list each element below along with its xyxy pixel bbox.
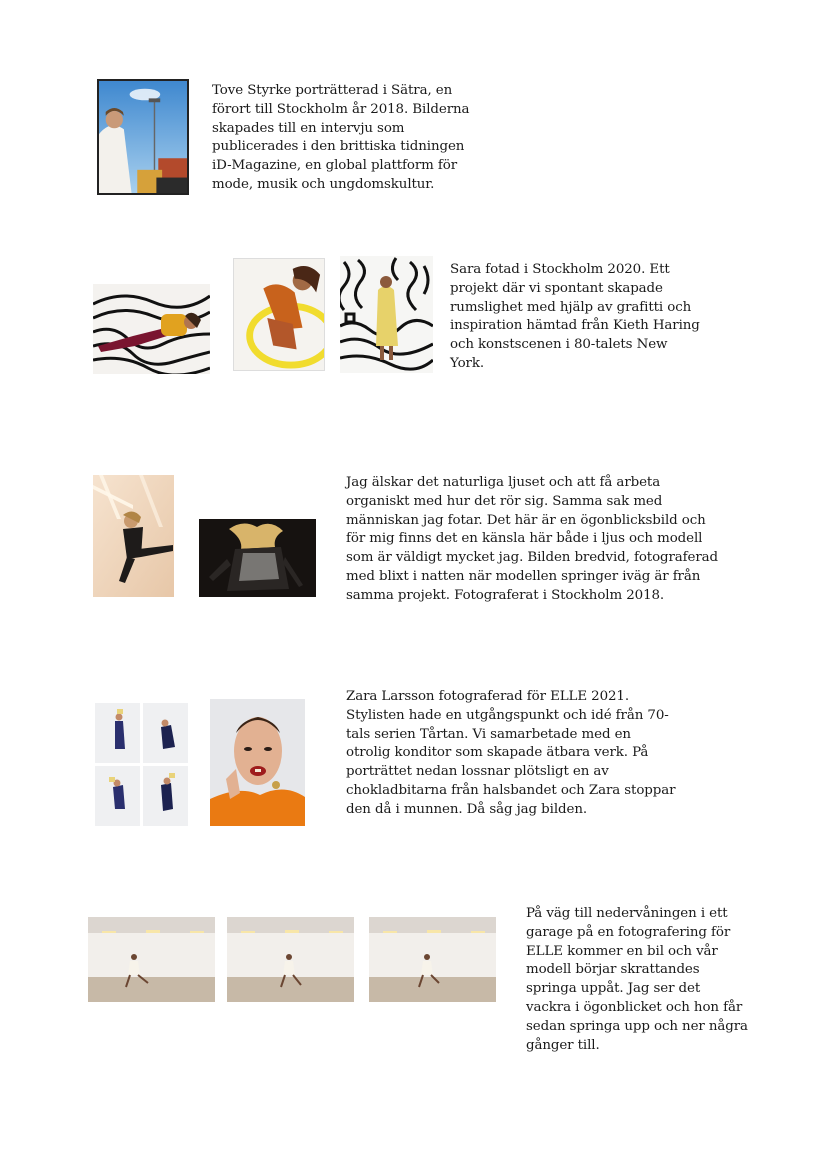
caption-natural-light: Jag älskar det naturliga ljuset och att få arbeta organiskt med hur det rör sig. Samma sak med människan jag fotar. Det här är en ögonblicksbild och för mig finns det en känsla här både i ljus och modell som är väldigt mycket jag. Bilden bredvid, fotograferad med blixt i natten när modellen springer iväg är från samma projekt. Fotograferat i Stockholm 2018.: [346, 475, 719, 603]
photo-sara-lying-graffiti: [93, 284, 210, 374]
caption-zara-larsson: Zara Larsson fotograferad för ELLE 2021. Stylisten hade en utgångspunkt och idé från 70-tals serien Tårtan. Vi samarbetade med en otrolig konditor som skapade ätbara verk. På porträttet nedan lossnar plötsligt en av chokladbitarna från halsbandet och Zara stoppar den då i munnen. Då såg jag bilden.: [346, 689, 676, 817]
photo-garage-run-3: [369, 917, 496, 1002]
caption-garage: På väg till nedervåningen i ett garage på en fotografering för ELLE kommer en bil och vår modell börjar skrattandes springa uppåt. Jag ser det vackra i ögonblicket och hon får sedan springa upp och ner några gånger till.: [526, 906, 748, 1053]
photo-garage-run-1: [88, 917, 215, 1002]
photo-zara-portrait: [210, 699, 305, 826]
photo-night-flash-run: [199, 519, 316, 597]
photo-zara-grid: [95, 703, 188, 826]
photo-sara-standing-graffiti: [340, 256, 433, 373]
photo-sara-yellow-circle: [233, 258, 325, 371]
caption-sara: Sara fotad i Stockholm 2020. Ett projekt där vi spontant skapade rumslighet med hjälp av grafitti och inspiration hämtad från Kieth Haring och konstscenen i 80-talets New York.: [450, 262, 700, 371]
caption-tove-styrke: Tove Styrke porträtterad i Sätra, en förort till Stockholm år 2018. Bilderna skapades till en intervju som publicerades i den brittiska tidningen iD-Magazine, en global plattform för mode, musik och ungdomskultur.: [212, 83, 470, 192]
photo-tove-styrke: [97, 79, 189, 195]
photo-garage-run-2: [227, 917, 354, 1002]
photo-natural-light-jump: [93, 475, 174, 597]
